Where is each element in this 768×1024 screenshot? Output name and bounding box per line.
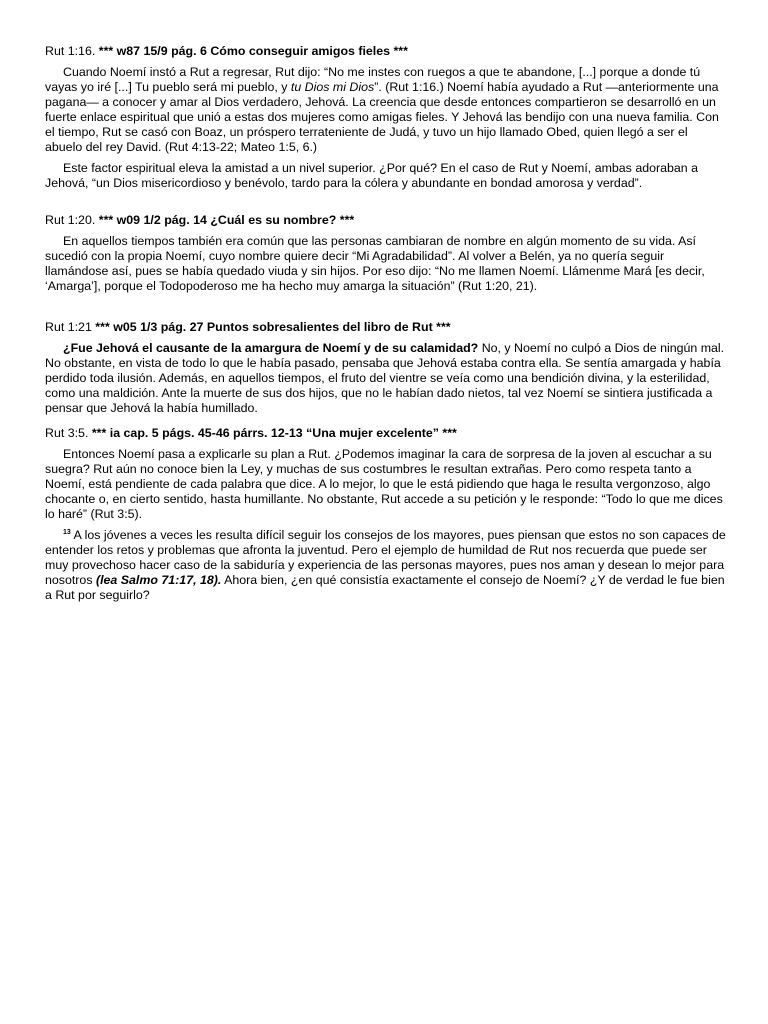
verse-reference: Rut 1:16. [45, 44, 96, 58]
publication-title: *** w05 1/3 pág. 27 Puntos sobresalientes del libro de Rut *** [95, 320, 451, 334]
paragraph-text: Cuando Noemí instó a Rut a regresar, Rut dijo: “No me instes con ruegos a que te abandone, [...] porque a donde tú vayas yo iré [...] Tu pueblo será mi pueblo, y [45, 65, 701, 94]
verse-reference: Rut 3:5. [45, 426, 89, 440]
publication-title: *** w87 15/9 pág. 6 Cómo conseguir amigos fieles *** [98, 44, 408, 58]
verse-reference: Rut 1:20. [45, 213, 96, 227]
paragraph-text: No, y Noemí no culpó a Dios de ningún mal. No obstante, en vista de todo lo que le había pasado, pensaba que Jehová estaba contra ella. Se sentía amargada y había perdido toda ilusión. Además, en aquellos tiempos, el fruto del vientre se veía como una bendición divina, y la esterilidad, como una maldición. Ante la muerte de sus dos hijos, que no le habían dado nietos, tal vez Noemí se sintiera justificada a pensar que Jehová la había humillado. [45, 341, 725, 415]
paragraph: Este factor espiritual eleva la amistad a un nivel superior. ¿Por qué? En el caso de Rut y Noemí, ambas adoraban a Jehová, “un Dios misericordioso y benévolo, tardo para la cólera y abundante en bondad amorosa y verdad”. [45, 161, 699, 190]
paragraph: Entonces Noemí pasa a explicarle su plan a Rut. ¿Podemos imaginar la cara de sorpresa de la joven al escuchar a su suegra? Rut aún no conoce bien la Ley, y muchas de sus costumbres le resultan extrañas. Pero como respeta tanto a Noemí, está pendiente de cada palabra que dice. A lo mejor, lo que le está pidiendo que haga le resulta vergonzoso, algo chocante o, en cierto sentido, hasta humillante. No obstante, Rut accede a su petición y le responde: “Todo lo que me dices lo haré” (Rut 3:5). [45, 447, 723, 521]
scripture-link[interactable]: (lea Salmo 71:17, 18). [95, 573, 222, 587]
paragraph-text: A los jóvenes a veces les resulta difícil seguir los consejos de los mayores, pues piensan que estos no son capaces de entender los retos y problemas que afronta la juventud. Pero el ejemplo de humildad de Rut nos recuerda que puede ser muy provechoso hacer caso de la sabiduría y experiencia de las personas mayores, pues nos aman y desean lo mejor para nosotros [45, 528, 726, 587]
paragraph-text: Ahora bien, ¿en qué consistía exactamente el consejo de Noemí? ¿Y de verdad le fue bien a Rut por seguirlo? [45, 573, 725, 602]
publication-title: *** w09 1/2 pág. 14 ¿Cuál es su nombre? *** [98, 213, 355, 227]
paragraph-text: ”. (Rut 1:16.) Noemí había ayudado a Rut —anteriormente una pagana— a conocer y amar al Dios verdadero, Jehová. La creencia que desde entonces compartieron se desarrolló en un fuerte enlace espiritual que unió a estas dos mujeres como amigas fieles. Y Jehová las bendijo con una nueva familia. Con el tiempo, Rut se casó con Boaz, un próspero terrateniente de Judá, y tuvo un hijo llamado Obed, quien llegó a ser el abuelo del rey David. (Rut 4:13-22; Mateo 1:5, 6.) [45, 80, 719, 154]
paragraph [45, 528, 728, 603]
entry-heading [45, 44, 728, 59]
verse-reference: Rut 1:21 [45, 320, 92, 334]
entry-heading [45, 320, 728, 335]
entry-heading [45, 426, 728, 441]
paragraph-number: 13 [63, 528, 71, 536]
paragraph: En aquellos tiempos también era común que las personas cambiaran de nombre en algún momento de su vida. Así sucedió con la propia Noemí, cuyo nombre quiere decir “Mi Agradabilidad”. Al volver a Belén, ya no quería seguir llamándose así, pues se había quedado viuda y sin hijos. Por eso dijo: “No me llamen Noemí. Llámenme Mará [es decir, ‘Amarga’], porque el Todopoderoso me ha hecho muy amarga la situación” (Rut 1:20, 21). [45, 234, 705, 293]
paragraph [45, 65, 728, 155]
entry-heading [45, 213, 728, 228]
entry-rut-1-20 [45, 213, 728, 294]
publication-title: *** ia cap. 5 págs. 45-46 párrs. 12-13 “Una mujer excelente” *** [91, 426, 457, 440]
entry-rut-1-16 [45, 44, 728, 191]
entry-rut-3-5 [45, 426, 728, 603]
entry-rut-1-21 [45, 320, 728, 416]
italic-text: tu Dios mi Dios [290, 80, 375, 94]
paragraph [45, 341, 728, 416]
bold-question: ¿Fue Jehová el causante de la amargura de Noemí y de su calamidad? [63, 341, 479, 355]
